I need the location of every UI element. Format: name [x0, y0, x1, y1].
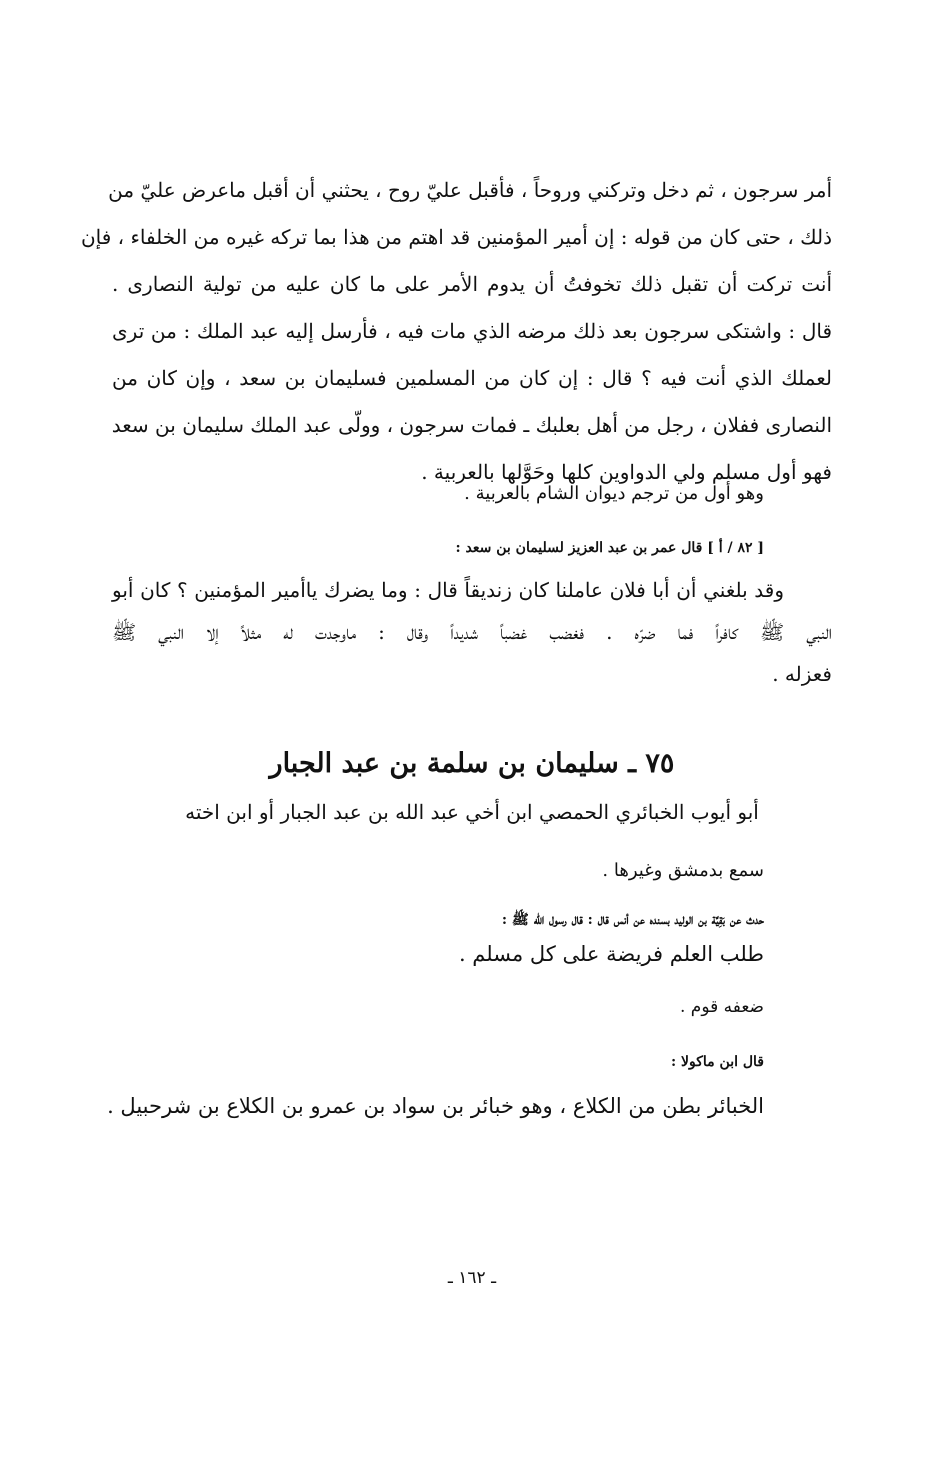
entry-title: ٧٥ ـ سليمان بن سلمة بن عبد الجبار [269, 748, 675, 779]
paragraph1-line-3: أنت تركت أن تقبل ذلك تخوفتُ أن يدوم الأمر على ما كان عليه من تولية النصارى . [112, 272, 832, 296]
translation-note: وهو أول من ترجم ديوان الشام بالعربية . [464, 483, 764, 504]
paragraph1-line-5: لعملك الذي أنت فيه ؟ قال : إن كان من المسلمين فسليمان بن سعد ، وإن كان من [112, 366, 832, 390]
paragraph2-line-3: فعزله . [772, 662, 832, 686]
paragraph1-line-2: ذلك ، حتى كان من قوله : إن أمير المؤمنين قد اهتم من هذا بما تركه غيره من الخلفاء ، فإن [80, 225, 832, 249]
weakened-note: ضعفه قوم . [680, 997, 764, 1017]
paragraph1-line-7: فهو أول مسلم ولي الدواوين كلها وحَوَّلها بالعربية . [421, 460, 832, 484]
paragraph2-line-2: النبي ﷺ كافراً فما ضرّه . فغضب غضباً شديداً وقال : ماوجدت له مثلاً إلا النبي ﷺ [112, 620, 832, 644]
reference-header: [ ٨٢ / أ ] قال عمر بن عبد العزيز لسليمان بن سعد : [455, 540, 764, 556]
entry-subtitle: أبو أيوب الخبائري الحمصي ابن أخي عبد الله بن عبد الجبار أو ابن اخته [185, 800, 759, 824]
ibn-makula-header: قال ابن ماكولا : [670, 1054, 764, 1070]
khabair-text: الخبائر بطن من الكلاع ، وهو خبائر بن سواد بن عمرو بن الكلاع بن شرحبيل . [107, 1094, 764, 1118]
paragraph1-line-1: أمر سرجون ، ثم دخل وتركني وروحاً ، فأقبل عليّ روح ، يحثني أن أقبل ماعرض عليّ من [108, 178, 832, 202]
heard-line: سمع بدمشق وغيرها . [602, 860, 764, 881]
hadith-chain: حدث عن بَقِيَّة بن الوليد بسنده عن أنس قال : قال رسول الله ﷺ : [501, 912, 764, 928]
paragraph1-line-4: قال : واشتكى سرجون بعد ذلك مرضه الذي مات فيه ، فأرسل إليه عبد الملك : من ترى [112, 319, 832, 343]
page-number: ـ ١٦٢ ـ [447, 1268, 497, 1288]
hadith-text: طلب العلم فريضة على كل مسلم . [458, 942, 764, 966]
paragraph2-line-1: وقد بلغني أن أبا فلان عاملنا كان زنديقاً قال : وما يضرك ياأمير المؤمنين ؟ كان أبو [112, 578, 784, 602]
paragraph1-line-6: النصارى ففلان ، رجل من أهل بعلبك ـ فمات سرجون ، وولّى عبد الملك سليمان بن سعد [111, 413, 832, 437]
